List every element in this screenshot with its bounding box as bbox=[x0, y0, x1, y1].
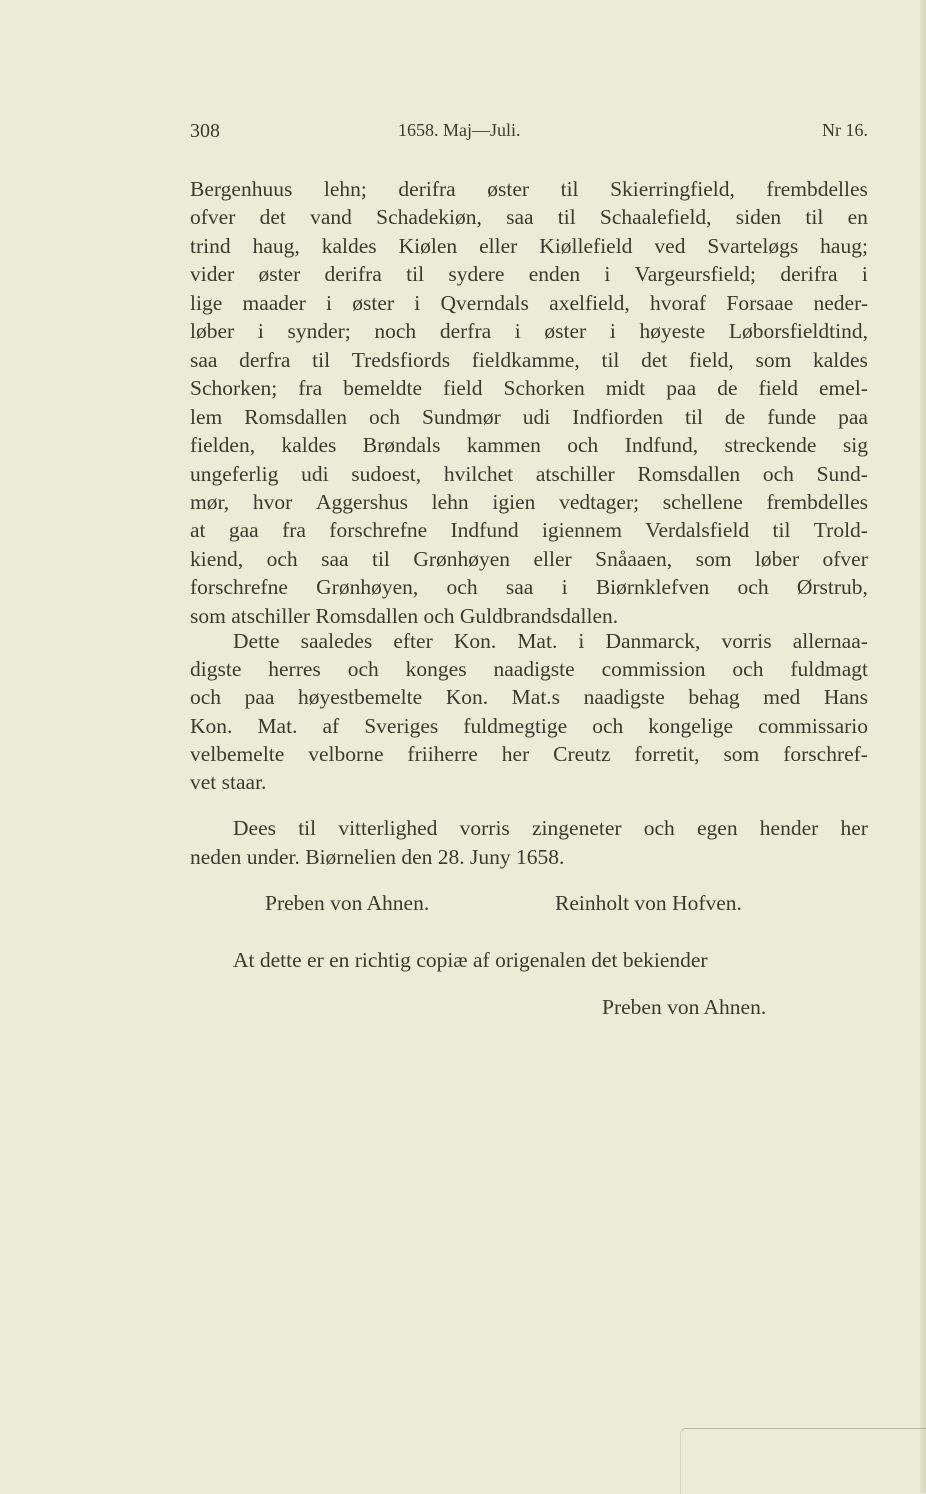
attestation-signer: Preben von Ahnen. bbox=[602, 995, 767, 1019]
text-line bbox=[190, 203, 868, 231]
word: Grønhøyen, bbox=[316, 575, 419, 600]
word: til bbox=[601, 347, 620, 372]
word: øster bbox=[487, 177, 530, 201]
text-line bbox=[190, 289, 868, 317]
text-line bbox=[190, 374, 868, 402]
word: enden bbox=[528, 262, 581, 287]
word: paa bbox=[666, 376, 697, 401]
word: igien bbox=[492, 489, 536, 514]
word: siden bbox=[735, 205, 782, 230]
word: saa bbox=[321, 546, 349, 571]
signature-reinholt: Reinholt von Hofven. bbox=[555, 891, 742, 915]
text-line: vet staar. bbox=[190, 770, 267, 794]
word: haug; bbox=[820, 233, 868, 258]
text-line bbox=[190, 232, 868, 260]
word: field, bbox=[689, 347, 734, 372]
word: naadigste bbox=[493, 657, 575, 682]
word: velbemelte bbox=[190, 741, 285, 766]
word: i bbox=[578, 629, 585, 653]
running-title: 1658. Maj—Juli. bbox=[398, 120, 521, 140]
word: emel- bbox=[819, 376, 868, 401]
text-line bbox=[190, 260, 868, 288]
word: til bbox=[560, 177, 579, 201]
word: i bbox=[414, 290, 421, 315]
word: Indfund, bbox=[624, 433, 699, 458]
word: forschrefne bbox=[190, 575, 288, 600]
word: zingeneter bbox=[532, 816, 622, 840]
word: kongelige bbox=[648, 713, 734, 738]
word: Aggershus bbox=[315, 489, 408, 514]
word: kaldes bbox=[321, 233, 377, 258]
text-line bbox=[190, 175, 868, 203]
word: fielden, bbox=[190, 433, 256, 458]
signature-preben: Preben von Ahnen. bbox=[265, 891, 430, 915]
word: derfra bbox=[439, 319, 492, 344]
word: kiend, bbox=[190, 546, 244, 571]
word: friiherre bbox=[407, 741, 478, 766]
word: Romsdallen bbox=[244, 404, 347, 429]
word: frembdelles bbox=[766, 177, 868, 201]
word: ungeferlig bbox=[190, 461, 279, 486]
word: Vargeursfield; bbox=[634, 262, 757, 287]
word: derifra bbox=[780, 262, 838, 287]
word: det bbox=[641, 347, 668, 372]
word: Kiøllefield bbox=[539, 233, 633, 258]
word: Grønhøyen bbox=[413, 546, 511, 571]
text-line bbox=[190, 431, 868, 459]
word: igiennem bbox=[541, 518, 622, 543]
text-line: neden under. Biørnelien den 28. Juny 1658. bbox=[190, 845, 565, 869]
text-line bbox=[233, 627, 868, 655]
word: gaa bbox=[228, 518, 259, 543]
word: neder- bbox=[813, 290, 868, 315]
word: axelfield, bbox=[549, 290, 630, 315]
text-line: som atschiller Romsdallen och Guldbrandsdallen. bbox=[190, 603, 619, 628]
word: de bbox=[724, 404, 746, 429]
word: i bbox=[604, 262, 611, 287]
word: hender bbox=[759, 816, 819, 840]
page-number: 308 bbox=[190, 120, 220, 142]
word: vand bbox=[310, 205, 352, 230]
word: lehn; bbox=[323, 177, 367, 201]
word: Schorken; bbox=[190, 376, 278, 401]
word: Mat.s bbox=[511, 685, 561, 710]
word: fuldmegtige bbox=[463, 713, 568, 738]
word: kammen bbox=[466, 433, 541, 458]
word: paa bbox=[244, 685, 275, 710]
word: vorris bbox=[721, 629, 772, 653]
word: her bbox=[501, 741, 530, 766]
text-line bbox=[190, 683, 868, 711]
text-line bbox=[190, 403, 868, 431]
word: Kon. bbox=[453, 629, 497, 653]
word: velborne bbox=[308, 741, 384, 766]
word: det bbox=[259, 205, 286, 230]
attestation-text: At dette er en richtig copiæ af origenalen det bekiender bbox=[233, 948, 708, 972]
page-corner-fold bbox=[680, 1428, 926, 1494]
word: Creutz bbox=[553, 741, 611, 766]
word: lehn bbox=[431, 489, 469, 514]
word: vider bbox=[190, 262, 235, 287]
word: och bbox=[190, 685, 222, 710]
word: streckende bbox=[724, 433, 817, 458]
word: til bbox=[557, 205, 576, 230]
word: schellene bbox=[662, 489, 743, 514]
word: eller bbox=[533, 546, 572, 571]
word: her bbox=[840, 816, 868, 840]
word: hvoraf bbox=[650, 290, 707, 315]
word: vedtager; bbox=[559, 489, 640, 514]
word: noch bbox=[374, 319, 417, 344]
word: digste bbox=[190, 657, 242, 682]
word: kaldes bbox=[281, 433, 337, 458]
word: och bbox=[446, 575, 478, 600]
word: med bbox=[763, 685, 801, 710]
word: Danmarck, bbox=[605, 629, 701, 653]
word: Indfund bbox=[450, 518, 519, 543]
word: Tredsfiords bbox=[351, 347, 451, 372]
word: Schadekiøn, bbox=[376, 205, 482, 230]
text-line bbox=[190, 545, 868, 573]
word: herres bbox=[268, 657, 321, 682]
word: Løborsfieldtind, bbox=[728, 319, 868, 344]
word: sudoest, bbox=[351, 461, 422, 486]
word: och bbox=[762, 461, 794, 486]
word: efter bbox=[393, 629, 433, 653]
word: maader bbox=[242, 290, 306, 315]
word: och bbox=[643, 816, 675, 840]
word: i bbox=[609, 319, 616, 344]
word: Mat. bbox=[257, 713, 298, 738]
text-line bbox=[190, 655, 868, 683]
word: egen bbox=[697, 816, 738, 840]
word: och bbox=[737, 575, 769, 600]
word: vitterlighed bbox=[338, 816, 438, 840]
word: Mat. bbox=[517, 629, 558, 653]
word: Dees bbox=[233, 816, 276, 840]
word: Sundmør bbox=[421, 404, 501, 429]
word: Skierringfield, bbox=[610, 177, 735, 201]
word: Ørstrub, bbox=[796, 575, 868, 600]
word: Verdalsfield bbox=[645, 518, 750, 543]
word: som bbox=[723, 741, 760, 766]
word: midt bbox=[605, 376, 646, 401]
word: kaldes bbox=[813, 347, 868, 372]
word: saa bbox=[506, 205, 534, 230]
word: en bbox=[847, 205, 868, 230]
word: udi bbox=[522, 404, 551, 429]
word: bemeldte bbox=[343, 376, 422, 401]
word: som bbox=[755, 347, 792, 372]
word: Kon. bbox=[190, 713, 233, 738]
word: commission bbox=[601, 657, 706, 682]
word: saaledes bbox=[300, 629, 373, 653]
word: fuldmagt bbox=[790, 657, 868, 682]
word: til bbox=[298, 816, 317, 840]
word: øster bbox=[258, 262, 301, 287]
word: til bbox=[371, 546, 390, 571]
word: til bbox=[685, 404, 703, 429]
word: och bbox=[266, 546, 298, 571]
page-edge-shadow bbox=[920, 0, 926, 1493]
word: i bbox=[326, 290, 332, 315]
word: sydere bbox=[448, 262, 505, 287]
word: forschrefne bbox=[329, 518, 428, 543]
word: vorris bbox=[459, 816, 510, 840]
word: lige bbox=[190, 290, 223, 315]
word: Indfiorden bbox=[572, 404, 664, 429]
word: ved bbox=[654, 233, 686, 258]
word: Forsaae bbox=[726, 290, 794, 315]
word: naadigste bbox=[583, 685, 665, 710]
word: de bbox=[717, 376, 738, 401]
word: forretit, bbox=[634, 741, 700, 766]
word: Kiølen bbox=[398, 233, 458, 258]
word: commissario bbox=[758, 713, 868, 738]
text-line bbox=[190, 460, 868, 488]
word: och bbox=[592, 713, 624, 738]
word: hvilchet bbox=[443, 461, 514, 486]
word: och bbox=[732, 657, 764, 682]
text-line bbox=[190, 740, 868, 768]
word: haug, bbox=[252, 233, 300, 258]
word: øster bbox=[544, 319, 587, 344]
word: høyeste bbox=[639, 319, 706, 344]
word: Schaalefield, bbox=[599, 205, 712, 230]
word: i bbox=[514, 319, 521, 344]
word: sig bbox=[842, 433, 868, 458]
word: Snåaaen, bbox=[595, 546, 673, 571]
text-line bbox=[190, 573, 868, 601]
word: Schorken bbox=[503, 376, 585, 401]
text-line bbox=[190, 346, 868, 374]
word: allernaa- bbox=[792, 629, 868, 653]
word: af bbox=[322, 713, 340, 738]
word: høyestbemelte bbox=[297, 685, 423, 710]
word: udi bbox=[301, 461, 329, 486]
word: Romsdallen bbox=[637, 461, 741, 486]
word: fra bbox=[282, 518, 306, 543]
word: field bbox=[443, 376, 483, 401]
word: i bbox=[861, 262, 868, 287]
word: hvor bbox=[252, 489, 293, 514]
word: behag bbox=[688, 685, 740, 710]
word: fra bbox=[298, 376, 323, 401]
word: Qverndals bbox=[440, 290, 529, 315]
word: Hans bbox=[823, 685, 868, 710]
word: Kon. bbox=[445, 685, 489, 710]
word: eller bbox=[479, 233, 518, 258]
text-line bbox=[190, 712, 868, 740]
word: saa bbox=[505, 575, 534, 600]
word: atschiller bbox=[535, 461, 615, 486]
word: ofver bbox=[190, 205, 236, 230]
word: løber bbox=[190, 319, 235, 344]
word: och bbox=[368, 404, 400, 429]
word: saa bbox=[190, 347, 218, 372]
word: løber bbox=[754, 546, 800, 571]
word: derfra bbox=[239, 347, 291, 372]
word: som bbox=[695, 546, 732, 571]
word: forschref- bbox=[783, 741, 868, 766]
word: paa bbox=[838, 404, 868, 429]
word: øster bbox=[352, 290, 395, 315]
word: Svarteløgs bbox=[707, 233, 799, 258]
word: Trold- bbox=[813, 518, 868, 543]
word: derifra bbox=[398, 177, 456, 201]
word: ofver bbox=[822, 546, 868, 571]
word: och bbox=[567, 433, 599, 458]
word: til bbox=[772, 518, 791, 543]
text-line bbox=[190, 488, 868, 516]
word: i bbox=[561, 575, 568, 600]
word: funde bbox=[767, 404, 817, 429]
word: til bbox=[805, 205, 824, 230]
word: at bbox=[190, 518, 206, 543]
document-number: Nr 16. bbox=[822, 120, 868, 140]
word: fieldkamme, bbox=[471, 347, 580, 372]
word: Sveriges bbox=[364, 713, 439, 738]
word: i bbox=[257, 319, 264, 344]
word: lem bbox=[190, 404, 223, 429]
word: derifra bbox=[324, 262, 382, 287]
word: Dette bbox=[233, 629, 280, 653]
word: til bbox=[406, 262, 425, 287]
text-line bbox=[190, 516, 868, 544]
word: til bbox=[312, 347, 331, 372]
word: och bbox=[347, 657, 379, 682]
word: Sund- bbox=[816, 461, 868, 486]
word: trind bbox=[190, 233, 231, 258]
word: konges bbox=[405, 657, 467, 682]
text-line bbox=[190, 317, 868, 345]
word: Biørnklefven bbox=[595, 575, 710, 600]
word: synder; bbox=[287, 319, 351, 344]
text-line bbox=[233, 814, 868, 842]
word: Brøndals bbox=[362, 433, 441, 458]
word: mør, bbox=[190, 489, 230, 514]
word: Bergenhuus bbox=[190, 177, 293, 201]
word: field bbox=[758, 376, 798, 401]
word: frembdelles bbox=[766, 489, 868, 514]
